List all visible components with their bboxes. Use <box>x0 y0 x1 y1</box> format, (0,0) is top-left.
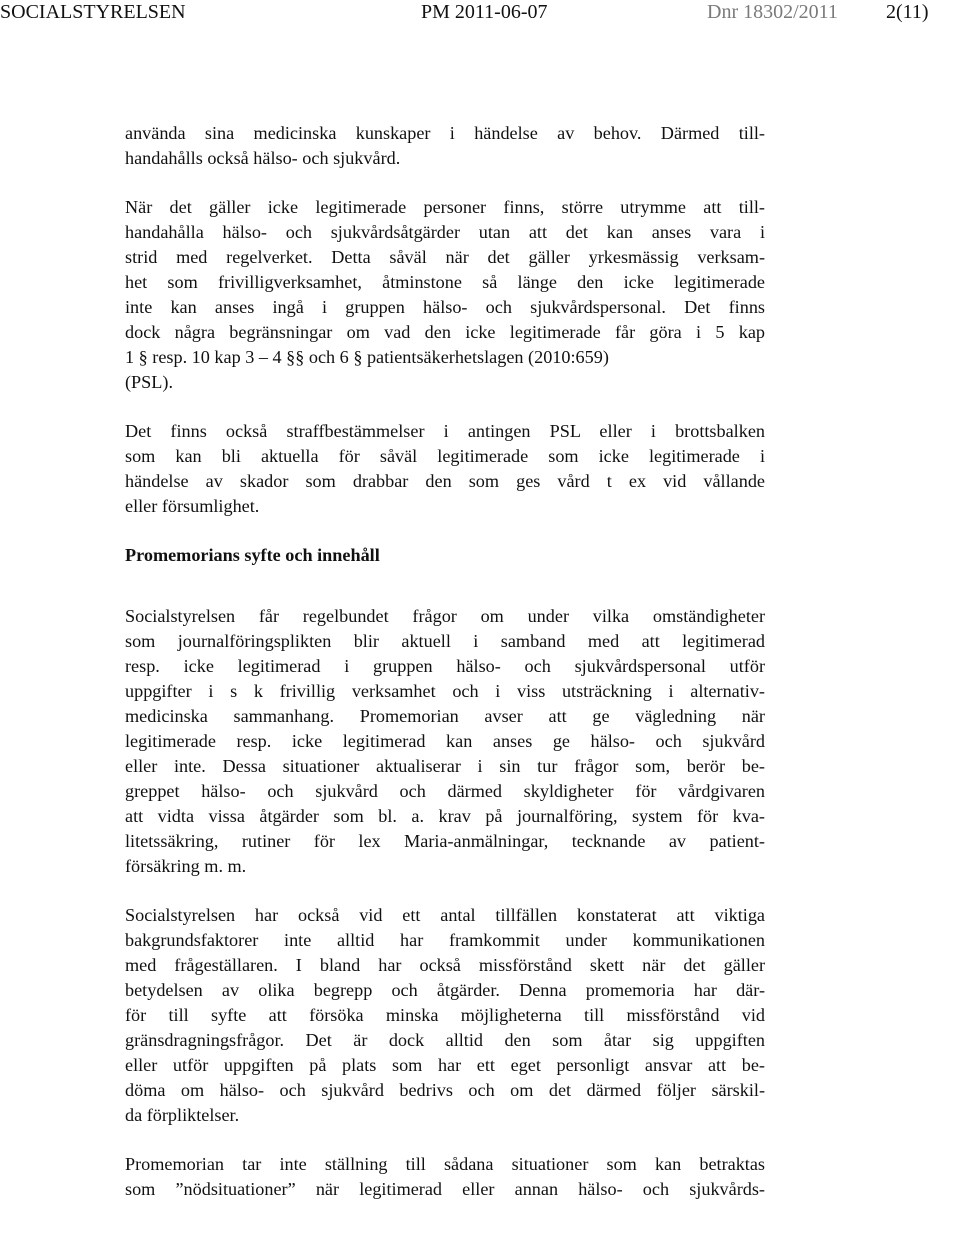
text-line: som kan bli aktuella för såväl legitimerade som icke legitimerade i <box>125 446 765 466</box>
text-line: inte kan anses ingå i gruppen hälso- och sjukvårdspersonal. Det finns <box>125 297 765 317</box>
text-line: dock några begränsningar om vad den icke legitimerade får göra i 5 kap <box>125 322 765 342</box>
text-line: Promemorian tar inte ställning till sådana situationer som kan betraktas <box>125 1154 765 1174</box>
text-line: som ”nödsituationer” när legitimerad eller annan hälso- och sjukvårds- <box>125 1179 765 1199</box>
paragraph-5 <box>125 903 765 1128</box>
paragraph-4 <box>125 604 765 879</box>
paragraph-6 <box>125 1152 765 1202</box>
text-line: litetssäkring, rutiner för lex Maria-anmälningar, tecknande av patient- <box>125 831 765 851</box>
text-line: gränsdragningsfrågor. Det är dock alltid den som åtar sig uppgiften <box>125 1030 765 1050</box>
text-line: da förpliktelser. <box>125 1105 240 1125</box>
text-line: legitimerade resp. icke legitimerad kan anses ge hälso- och sjukvård <box>125 731 765 751</box>
header-page-number: 2(11) <box>886 1 929 23</box>
text-line: (PSL). <box>125 372 173 392</box>
paragraph-2 <box>125 195 765 395</box>
text-line: uppgifter i s k frivillig verksamhet och i viss utsträckning i alternativ- <box>125 681 765 701</box>
paragraph-3 <box>125 419 765 519</box>
text-line: resp. icke legitimerad i gruppen hälso- och sjukvårdspersonal utför <box>125 656 765 676</box>
text-line: medicinska sammanhang. Promemorian avser att ge vägledning när <box>125 706 765 726</box>
header-agency: SOCIALSTYRELSEN <box>0 1 186 23</box>
text-line: att vidta vissa åtgärder som bl. a. krav på journalföring, system för kva- <box>125 806 765 826</box>
section-heading: Promemorians syfte och innehåll <box>125 545 380 565</box>
text-line: för till syfte att försöka minska möjligheterna till missförstånd vid <box>125 1005 765 1025</box>
text-line: betydelsen av olika begrepp och åtgärder. Denna promemoria har där- <box>125 980 765 1000</box>
text-line: bakgrundsfaktorer inte alltid har framkommit under kommunikationen <box>125 930 765 950</box>
text-line: döma om hälso- och sjukvård bedrivs och om det därmed följer särskil- <box>125 1080 765 1100</box>
text-line: greppet hälso- och sjukvård och därmed skyldigheter för vårdgivaren <box>125 781 765 801</box>
text-line: eller inte. Dessa situationer aktualiserar i sin tur frågor som, berör be- <box>125 756 765 776</box>
text-line: 1 § resp. 10 kap 3 – 4 §§ och 6 § patientsäkerhetslagen (2010:659) <box>125 347 609 367</box>
text-line: Socialstyrelsen har också vid ett antal tillfällen konstaterat att viktiga <box>125 905 765 925</box>
header-memo-date: PM 2011-06-07 <box>421 1 548 23</box>
text-line: eller försumlighet. <box>125 496 260 516</box>
text-line: strid med regelverket. Detta såväl när det gäller yrkesmässig verksam- <box>125 247 765 267</box>
header-dnr: Dnr 18302/2011 <box>707 1 838 23</box>
document-body <box>125 121 765 1226</box>
page-header <box>0 0 960 30</box>
text-line: med frågeställaren. I bland har också missförstånd skett när det gäller <box>125 955 765 975</box>
text-line: handahålla hälso- och sjukvårdsåtgärder utan att det kan anses vara i <box>125 222 765 242</box>
text-line: använda sina medicinska kunskaper i händelse av behov. Därmed till- <box>125 123 765 143</box>
text-line: eller utför uppgiften på plats som har ett eget personligt ansvar att be- <box>125 1055 765 1075</box>
text-line: Det finns också straffbestämmelser i antingen PSL eller i brottsbalken <box>125 421 765 441</box>
text-line: försäkring m. m. <box>125 856 247 876</box>
text-line: När det gäller icke legitimerade personer finns, större utrymme att till- <box>125 197 765 217</box>
paragraph-1 <box>125 121 765 171</box>
text-line: händelse av skador som drabbar den som ges vård t ex vid vållande <box>125 471 765 491</box>
text-line: Socialstyrelsen får regelbundet frågor om under vilka omständigheter <box>125 606 765 626</box>
text-line: som journalföringsplikten blir aktuell i samband med att legitimerad <box>125 631 765 651</box>
text-line: handahålls också hälso- och sjukvård. <box>125 148 401 168</box>
text-line: het som frivilligverksamhet, åtminstone så länge den icke legitimerade <box>125 272 765 292</box>
